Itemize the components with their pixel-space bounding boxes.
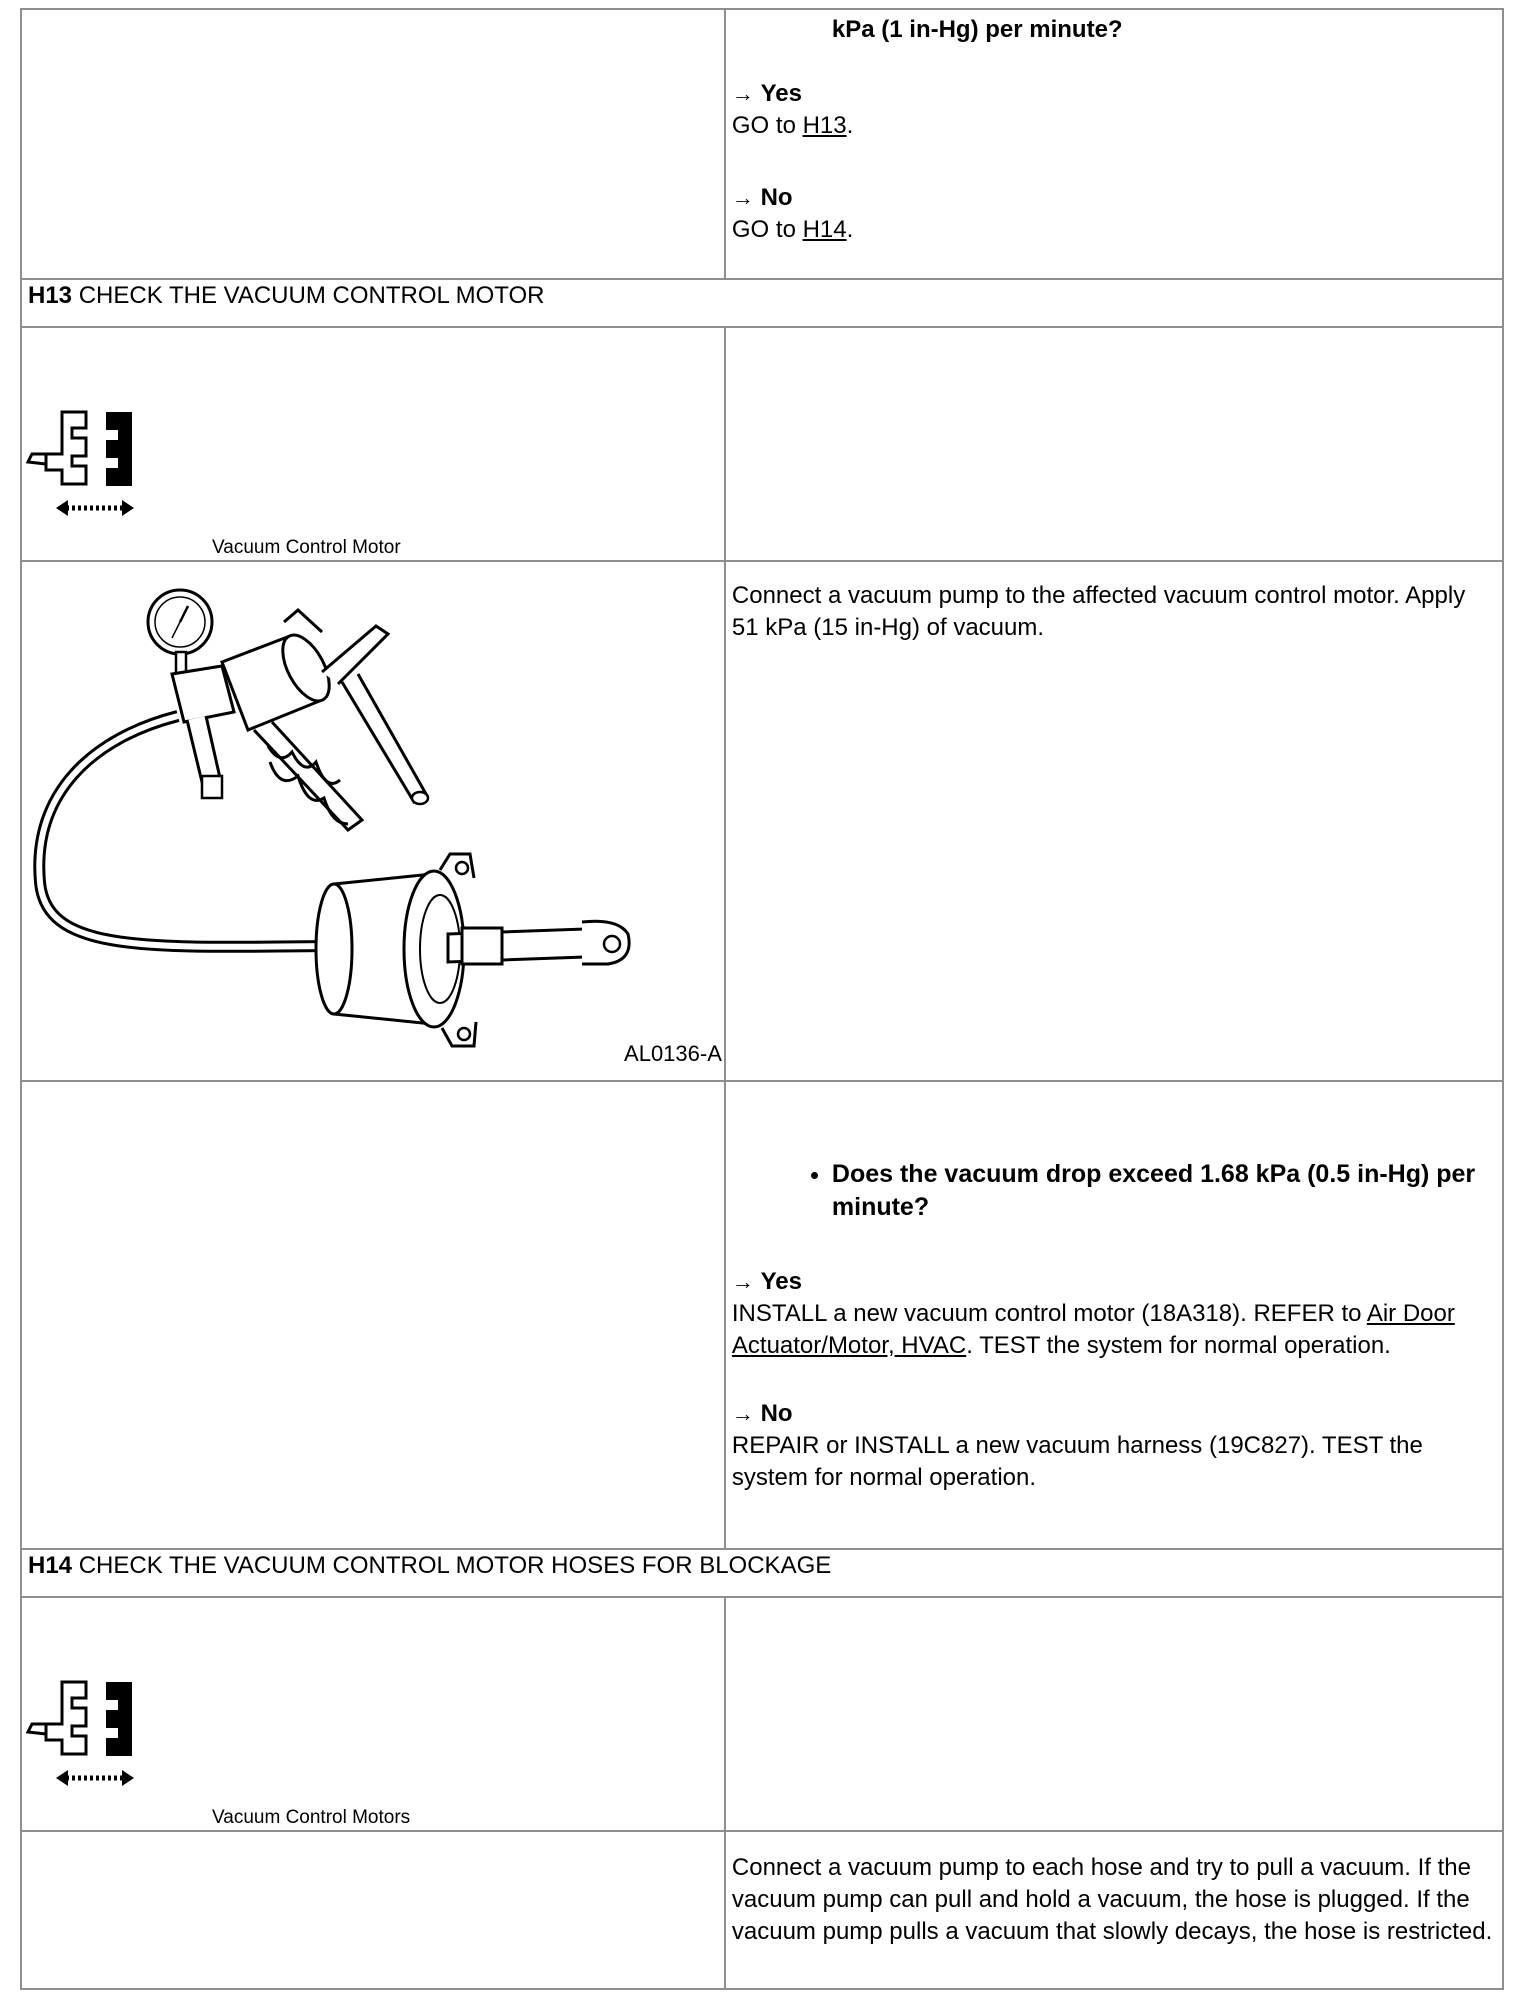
h13-yes-label: Yes — [760, 1268, 802, 1295]
illustration-ref-code: AL0136-A — [624, 1041, 722, 1066]
h14-connector-figure — [22, 1598, 724, 1828]
h13-step-id: H13 — [28, 282, 73, 309]
h14-instruction-text: Connect a vacuum pump to each hose and try to pull a vacuum. If the vacuum pump can pull and hold a vacuum, the hose is plugged. If the vacuum pump pulls a vacuum that slowly decays, the hose is restricted. — [731, 1854, 1493, 1945]
h13-icon-row — [21, 327, 1503, 561]
h13-instruction-cell — [725, 561, 1503, 1081]
prev-no-label: No — [760, 184, 793, 211]
h13-no-text: REPAIR or INSTALL a new vacuum harness (19C827). TEST the system for normal operation. — [731, 1432, 1423, 1491]
link-h14[interactable]: H14 — [802, 216, 847, 243]
h14-instruction-left-cell — [21, 1831, 725, 1989]
h13-question-text: • Does the vacuum drop exceed 1.68 kPa (0.5 in-Hg) per minute? — [832, 1158, 1496, 1224]
h13-illustration-cell — [21, 561, 725, 1081]
h13-icon-caption: Vacuum Control Motor — [212, 537, 401, 558]
h14-instruction-row — [21, 1831, 1503, 1989]
h14-step-title: CHECK THE VACUUM CONTROL MOTOR HOSES FOR BLOCKAGE — [78, 1552, 832, 1579]
h14-icon-caption: Vacuum Control Motors — [212, 1807, 411, 1828]
h14-step-id: H14 — [28, 1552, 73, 1579]
h13-icon-right-cell — [725, 327, 1503, 561]
link-h13[interactable]: H13 — [802, 112, 847, 139]
h13-question-list — [732, 1158, 1496, 1224]
h13-question-cell — [725, 1081, 1503, 1549]
prev-step-right-cell — [725, 9, 1503, 279]
h13-step-title: CHECK THE VACUUM CONTROL MOTOR — [78, 282, 545, 309]
prev-no-suffix: . — [846, 216, 854, 243]
h13-icon-cell — [21, 327, 725, 561]
prev-yes-label: Yes — [760, 80, 802, 107]
h13-header-cell — [21, 279, 1503, 327]
h13-header-row — [21, 279, 1503, 327]
prev-step-left-cell — [21, 9, 725, 279]
prev-no-block — [732, 182, 1496, 214]
arrow-icon: → — [731, 81, 754, 106]
h13-connector-figure — [22, 328, 724, 558]
prev-yes-block — [732, 78, 1496, 110]
prev-no-text: GO to — [731, 216, 803, 243]
connector-disconnect-icon — [24, 408, 144, 526]
connector-disconnect-icon — [24, 1678, 144, 1796]
prev-question-text: kPa (1 in-Hg) per minute? — [831, 16, 1123, 43]
h14-icon-row — [21, 1597, 1503, 1831]
h14-icon-cell — [21, 1597, 725, 1831]
h13-question-row — [21, 1081, 1503, 1549]
h13-instruction-text: Connect a vacuum pump to the affected vacuum control motor. Apply 51 kPa (15 in-Hg) of vacuum. — [731, 582, 1466, 641]
link-air-door-actuator[interactable]: Air Door Actuator/Motor, HVAC — [731, 1300, 1455, 1359]
h14-icon-right-cell — [725, 1597, 1503, 1831]
h13-yes-block — [732, 1266, 1496, 1298]
prev-yes-suffix: . — [846, 112, 854, 139]
h13-no-block — [732, 1398, 1496, 1430]
prev-yes-text: GO to — [731, 112, 803, 139]
arrow-icon: → — [731, 185, 754, 210]
arrow-icon: → — [731, 1269, 754, 1294]
arrow-icon: → — [731, 1401, 754, 1426]
vacuum-pump-motor-illustration — [22, 562, 710, 1072]
h13-yes-suffix: . TEST the system for normal operation. — [966, 1332, 1391, 1359]
h13-question-left-cell — [21, 1081, 725, 1549]
h13-yes-text: INSTALL a new vacuum control motor (18A318). REFER to — [731, 1300, 1367, 1327]
h13-instruction-row — [21, 561, 1503, 1081]
h14-header-cell — [21, 1549, 1503, 1597]
h13-no-label: No — [760, 1400, 793, 1427]
prev-step-result-row — [21, 9, 1503, 279]
h14-instruction-cell — [725, 1831, 1503, 1989]
vacuum-pump-illustration — [22, 562, 724, 1072]
h14-header-row — [21, 1549, 1503, 1597]
procedure-table — [20, 8, 1504, 1990]
